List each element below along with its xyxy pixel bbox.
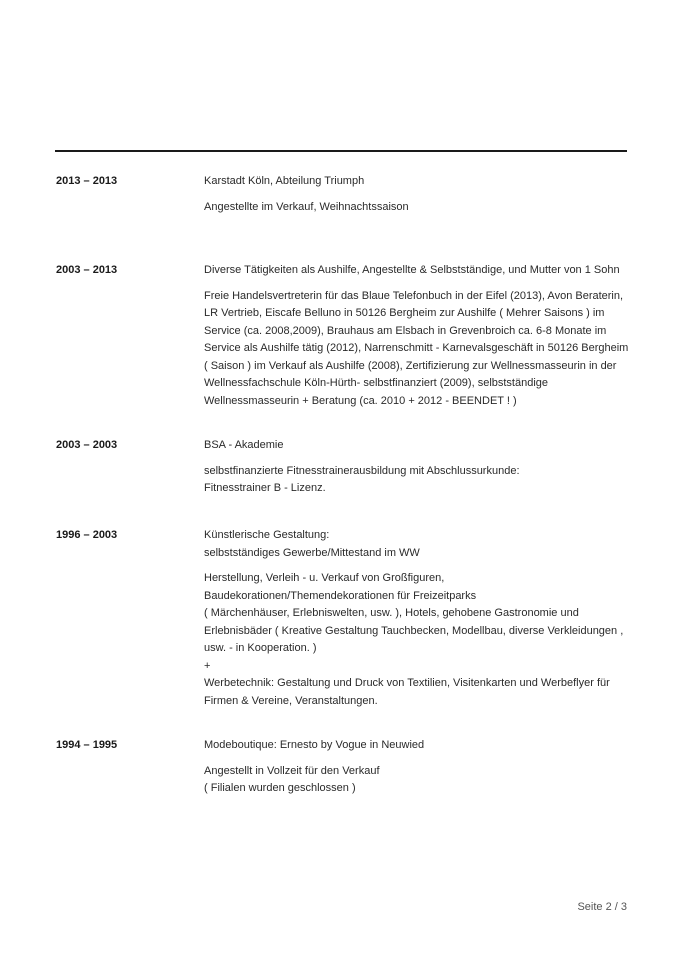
description-line: + (204, 659, 211, 672)
description-line: Erlebnisbäder ( Kreative Gestaltung Tauchbecken, Modellbau, diverse Verkleidungen , (204, 624, 624, 637)
description-line: usw. - in Kooperation. ) (204, 642, 317, 654)
description-line: Werbetechnik: Gestaltung und Druck von Textilien, Visitenkarten und Werbeflyer für (204, 677, 610, 689)
entry-content (204, 437, 624, 498)
entry-title (204, 737, 624, 755)
title-line: BSA - Akademie (204, 439, 284, 451)
entry-title (204, 262, 624, 280)
entry-content (204, 262, 629, 410)
description-line: Wellnessfachschule Köln-Hürth- selbstfinanziert (2009), selbstständige (204, 377, 549, 389)
description-line: ( Märchenhäuser, Erlebniswelten, usw. ), Hotels, gehobene Gastronomie und (204, 607, 579, 619)
entry-content (204, 737, 624, 798)
entry-date: 2013 – 2013 (56, 175, 118, 187)
entry-description (204, 199, 624, 217)
entry-description (204, 763, 624, 798)
entry-description (204, 570, 624, 710)
entry-title (204, 173, 624, 191)
page-number: Seite 2 / 3 (577, 901, 627, 913)
description-line: Freie Handelsvertreterin für das Blaue Telefonbuch in der Eifel (2013), Avon Beraterin, (204, 289, 624, 302)
entry-content (204, 527, 624, 710)
header-divider (55, 150, 627, 152)
description-line: ( Filialen wurden geschlossen ) (204, 782, 356, 794)
entry-date: 1996 – 2003 (56, 529, 118, 541)
title-line: Karstadt Köln, Abteilung Triumph (204, 175, 365, 187)
title-line: selbstständiges Gewerbe/Mittestand im WW (204, 546, 420, 559)
title-line: Diverse Tätigkeiten als Aushilfe, Angestellte & Selbstständige, und Mutter von 1 Sohn (204, 264, 620, 276)
description-line: Service (ca. 2008,2009), Brauhaus am Elsbach in Grevenbroich ca. 6-8 Monate im (204, 324, 607, 337)
entry-title (204, 437, 624, 455)
title-line: Künstlerische Gestaltung: (204, 529, 330, 541)
entry-date: 2003 – 2013 (56, 264, 118, 276)
description-line: Service als Aushilfe tätig (2012), Narrenschmitt - Karnevalsgeschäft in 50126 Bergheim (204, 342, 629, 354)
description-line: LR Vertrieb, Eiscafe Belluno in 50126 Bergheim zur Aushilfe ( Mehrer Saisons ) im (204, 307, 605, 319)
entry-title (204, 527, 624, 562)
description-line: Angestellt in Vollzeit für den Verkauf (204, 764, 380, 777)
entry-description (204, 463, 624, 498)
entry-date: 1994 – 1995 (56, 739, 118, 751)
entry-content (204, 173, 624, 216)
entry-description (204, 288, 629, 411)
description-line: Firmen & Vereine, Veranstaltungen. (204, 694, 378, 707)
description-line: selbstfinanzierte Fitnesstrainerausbildung mit Abschlussurkunde: (204, 464, 520, 477)
description-line: Baudekorationen/Themendekorationen für Freizeitparks (204, 589, 477, 602)
description-line: ( Saison ) im Verkauf als Aushilfe (2008), Zertifizierung zur Wellnessmasseurin in der (204, 359, 617, 372)
description-line: Fitnesstrainer B - Lizenz. (204, 482, 326, 494)
title-line: Modeboutique: Ernesto by Vogue in Neuwied (204, 739, 425, 751)
description-line: Wellnessmasseurin + Beratung (ca. 2010 + 2012 - BEENDET ! ) (204, 394, 517, 407)
description-line: Herstellung, Verleih - u. Verkauf von Großfiguren, (204, 572, 445, 584)
description-line: Angestellte im Verkauf, Weihnachtssaison (204, 200, 409, 213)
entry-date: 2003 – 2003 (56, 439, 118, 451)
